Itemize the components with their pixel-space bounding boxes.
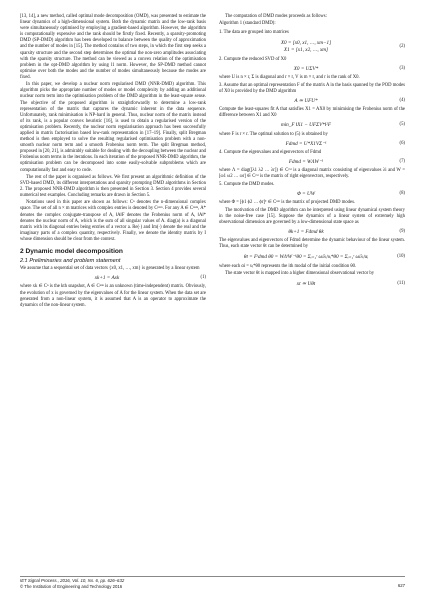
equation-1 bbox=[20, 275, 206, 281]
journal-citation: IET Signal Process., 2016, Vol. 10, Iss. 6, pp. 626–632 bbox=[20, 578, 125, 583]
equation-number: (7) bbox=[399, 158, 405, 164]
equation-7 bbox=[219, 159, 405, 165]
equation-body: X0 = UΣV* bbox=[293, 65, 319, 72]
equation-10 bbox=[219, 254, 405, 260]
equation-number: (2) bbox=[399, 43, 405, 49]
right-column bbox=[219, 14, 405, 290]
paragraph: In this paper, we develop a nuclear norm regularised DMD (NNR-DMD) algorithm. This algorithm picks the appropriate number of modes or model complexity by adding an additional nuclear norm term into the optimisation problem of the DMD algorithm in the least-square sense. The objective of the proposed algorithm is straightforwardly to determine a low-rank representation of the matrix that captures the dynamic inherent in the data sequence. Unfortunately, rank minimisation is NP-hard in general. Thus, nuclear norm of the matrix instead of its rank, is a popular convex heuristic [16], is used to obtain a regularised version of the optimisation problem. Recently, the nuclear norm regularisation approach has been successfully applied in matrix factorisation based low-rank representation in [17–19]. Finally, split Bregman method is then employed to solve the resulting regularised optimisation problem with a non-smooth nuclear norm term and a smooth Frobenius norm term. The split Bregman method, proposed in [20, 21], is admirably suitable for dealing with the decoupling between the nuclear and Frobenius norm terms in the iterations. In each iteration of the proposed NNR-DMD algorithm, the optimisation problem can be decomposed into some easily-solvable subproblems which are computationally fast and easy to code. bbox=[20, 82, 207, 173]
equation-body: Φ = UW bbox=[296, 191, 316, 198]
page-footer bbox=[20, 578, 405, 589]
paragraph: We assume that a sequential set of data vectors {x0, x1, …, xm} is generated by a linear system bbox=[20, 266, 200, 272]
equation-number: (11) bbox=[397, 280, 405, 286]
equation-3 bbox=[219, 66, 405, 72]
equation-number: (4) bbox=[399, 98, 405, 104]
equation-8 bbox=[219, 191, 405, 197]
paragraph: Compute the least-squares fit A that satisfies X1 = AX0 by minimising the Frobenius norm of the difference between X1 and X0 bbox=[219, 107, 405, 119]
equation-number: (3) bbox=[399, 65, 405, 71]
paragraph: The computation of DMD modes proceeds as follows: bbox=[225, 14, 327, 19]
paragraph: The state vector θt is mapped into a higher dimensional observational vector by bbox=[225, 271, 375, 277]
equation-6 bbox=[219, 141, 405, 147]
algorithm-title: Algorithm 1 (standard DMD): bbox=[219, 21, 276, 27]
equation-number: (10) bbox=[397, 254, 405, 260]
algorithm-step: 1. The data are grouped into matrices bbox=[219, 30, 289, 36]
equation-body bbox=[219, 40, 393, 52]
equation-body: θt = Fᵗdmd θ0 = WΛᵗW⁻¹θ0 = Σᵢ₌₁ʳ ωiλᵢᵗυᵢ*θ0 = Σᵢ₌₁ʳ ωiλᵢᵗαᵢ bbox=[243, 254, 369, 261]
algorithm-step: 4. Compute the eigenvalues and eigenvectors of Fdmd bbox=[219, 149, 322, 155]
left-column bbox=[20, 14, 206, 310]
equation-number: (6) bbox=[399, 140, 405, 146]
equation-body: xk+1 = Axk bbox=[94, 275, 120, 282]
paragraph: where F is r × r. The optimal solution to (5) is obtained by bbox=[219, 131, 328, 137]
equation-body: xt ≃ Uθt bbox=[296, 280, 316, 287]
equation-number: (1) bbox=[200, 275, 206, 281]
equation-5 bbox=[219, 122, 405, 128]
equation-number: (5) bbox=[399, 122, 405, 128]
equation-body: Fdmd = WΛW⁻¹ bbox=[288, 158, 324, 165]
algorithm-step: 3. Assume that an optimal representation F of the matrix A in the basis spanned by the POD modes of X0 is provided by the DMD algorithm bbox=[219, 82, 405, 95]
algorithm-step: 2. Compute the reduced SVD of X0 bbox=[219, 56, 287, 62]
footer-divider bbox=[20, 576, 405, 577]
copyright-notice: © The Institution of Engineering and Technology 2016 bbox=[20, 583, 123, 589]
paragraph: where each αi = υᵢ*θ0 represents the ith modal of the initial condition θ0. bbox=[219, 264, 357, 270]
equation-4 bbox=[219, 98, 405, 104]
subsection-title: 2.1 Preliminaries and problem statement bbox=[20, 258, 121, 265]
paragraph: where Λ = diag([λ1 λ2 … λr]) ∈ Cʳˣʳ is a diagonal matrix consisting of eigenvalues λi and W = [ω1 ω2 … ωr] ∈ Cʳˣʳ is the matrix of right eigenvectors, respectively. bbox=[219, 167, 405, 179]
equation-body: Fdmd = U*X1VΣ⁻¹ bbox=[285, 140, 327, 147]
equation-body: A ≃ UFU* bbox=[294, 98, 318, 105]
equation-11 bbox=[219, 281, 405, 287]
section-title: 2 Dynamic model decomposition bbox=[20, 248, 123, 256]
paragraph: where Φ = [ϕ1 ϕ2 … ϕr]ᵀ ∈ Cⁿˣʳ is the matrix of projected DMD modes. bbox=[219, 200, 356, 206]
paragraph: where xk ∈ Cⁿ is the kth snapshot, A ∈ Cⁿˣⁿ is an unknown (time-independent) matrix. Obviously, the evolution of x is governed by the eigenvalues of A for the linear system. When the data set are generated from a non-linear system, it is assumed that A is an operator to approximate the dynamics of the non-linear system. bbox=[20, 284, 206, 308]
paragraph: The eigenvalues and eigenvectors of Fdmd determine the dynamic behaviour of the linear system. Thus, each state vector θt can be determined by bbox=[219, 237, 405, 249]
paragraph: [13, 14], a new method, called optimal mode decomposition (OMD), was presented to estimate the linear dynamics of a high-dimensional system. Both the dynamic matrix and the low-rank basis were simultaneously optimised by employing a gradient-based algorithm. However, the algorithm is computationally expensive and the rank should be firstly fixed. Recently, a sparsity-promoting DMD (SP-DMD) algorithm has been developed to balance between the quality of approximation and the number of modes in [15]. The method contains of two steps, in which the first step seeks a sparsity structure and the second step determines the optimal the non-zero amplitudes associating with the sparsity structure. The method can be viewed as a convex relation of the optimisation problem in the opt-DMD algorithm by using l1 norm. However, the SP-DMD method cannot optimise over both the modes and the number of modes simultaneously because the modes are fixed. bbox=[20, 14, 206, 80]
equation-body: θk+1 = Fdmd θk bbox=[288, 228, 324, 235]
equation-number: (8) bbox=[399, 191, 405, 197]
equation-line: X1 = [x1, x2, …, xm] bbox=[283, 46, 329, 53]
equation-9 bbox=[219, 229, 405, 235]
equation-number: (9) bbox=[399, 228, 405, 234]
paragraph: where U is n × r, Σ is diagonal and r × r, V is m × r, and r is the rank of X0. bbox=[219, 74, 360, 80]
equation-line: X0 = [x0, x1, …, xm−1] bbox=[280, 40, 332, 47]
algorithm-step: 5. Compute the DMD modes. bbox=[219, 182, 275, 188]
paragraph: The rest of the paper is organised as follows. We first present an algorithmic definition of the SVD-based DMD, its different interpretations and sparsity prompting DMD algorithms in Section 2. The proposed NNR-DMD algorithm is then presented in Section 3. Section 4 provides several numerical test examples. Concluding remarks are drawn in Section 5. bbox=[20, 174, 206, 199]
equation-2 bbox=[219, 40, 405, 52]
page-number: 627 bbox=[397, 583, 405, 588]
paragraph: Notations used in this paper are shown as follows: Cⁿ denotes the n-dimensional complex space. The set of all n × m matrices with complex entries is denoted by Cⁿˣᵐ. For any A ∈ Cⁿˣᵐ, A* denotes the complex conjugate-transpose of A, ‖A‖F denotes the Frobenius norm of A, ‖A‖* denotes the nuclear norm of A, which is the sum of all singular values of A. diag(a) is a diagonal matrix with its diagonal entries being entries of a vector a. Re(·) and Im(·) denote the real and the imaginary parts of a complex quantity, respectively. Finally, we denote the identity matrix by I whose dimension should be clear from the context. bbox=[20, 200, 206, 242]
equation-body: min_F ‖X1 − UFΣV*‖²F bbox=[280, 122, 332, 129]
paragraph: The motivation of the DMD algorithm can be interpreted using linear dynamical system theory in the noise-free case [15]. Suppose the dynamics of a linear system of extremely high observational dimension are governed by a low-dimensional state space as bbox=[219, 207, 405, 225]
